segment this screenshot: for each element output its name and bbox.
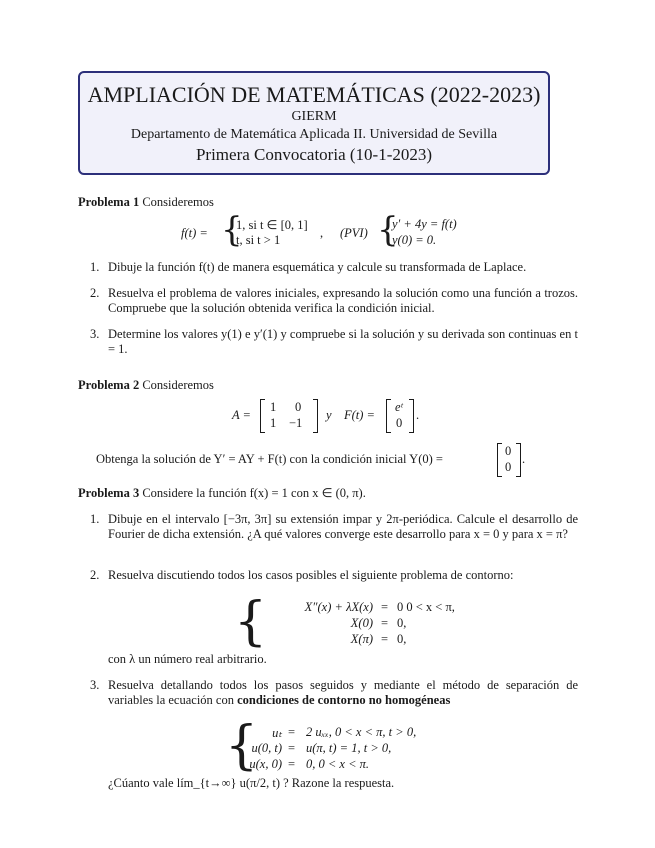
pde-lhs: u(0, t) (251, 741, 282, 755)
bvp-eq: = (381, 632, 389, 646)
matrix-a: 1 0 1 −1 (260, 399, 318, 433)
department-name: Departamento de Matemática Aplicada II. Universidad de Sevilla (130, 127, 498, 142)
bvp-eq: = (381, 600, 389, 614)
bvp-lhs: X(0) (350, 616, 373, 630)
bvp-lhs: X″(x) + λX(x) (304, 600, 373, 614)
problem-1-heading: Problema 1 Consideremos (78, 195, 214, 209)
list-item: 2. Resuelva discutiendo todos los casos posibles el siguiente problema de contorno: (90, 568, 514, 582)
left-brace: { (234, 592, 268, 652)
bvp-rhs: 0 0 < x < π, (397, 600, 455, 614)
problem-2-heading: Problema 2 Consideremos (78, 378, 214, 392)
problem-3-heading: Problema 3 Considere la función f(x) = 1 con x ∈ (0, π). (78, 486, 366, 500)
pde-rhs: u(π, t) = 1, t > 0, (306, 741, 392, 755)
left-brace: { (221, 210, 243, 250)
pde-rhs: 0, 0 < x < π. (306, 757, 370, 771)
bvp-eq: = (381, 616, 389, 630)
exam-header (78, 71, 550, 175)
bvp-rhs: 0, (397, 616, 407, 630)
pde-lhs: u(x, 0) (249, 757, 282, 771)
f-case-1: 1, si t ∈ [0, 1] (236, 218, 308, 232)
list-item: 1. Dibuje en el intervalo [−3π, 3π] su extensión impar y 2π-periódica. Calcule el desarrollo de Fourier de dicha extensión. ¿A qué valores converge este desarrollo para x = 0 y para x = π? (90, 512, 578, 541)
matrix-a-lhs: A = (232, 408, 251, 422)
limit-question: ¿Cúanto vale lím_{t→∞} u(π/2, t) ? Razone la respuesta. (108, 776, 395, 790)
exam-session: Primera Convocatoria (10-1-2023) (195, 145, 433, 164)
list-item: 1. Dibuje la función f(t) de manera esquemática y calcule su transformada de Laplace. (90, 260, 527, 274)
pvi-label: (PVI) (340, 226, 368, 240)
pde-eq: = (288, 725, 296, 739)
pde-eq: = (288, 757, 296, 771)
comma-separator: , (320, 226, 324, 240)
problem-2-task: Obtenga la solución de Y′ = AY + F(t) con la condición inicial Y(0) = (96, 452, 443, 466)
pvi-equation: y′ + 4y = f(t) (392, 217, 457, 231)
f-case-2: t, si t > 1 (236, 233, 281, 247)
bvp-lhs: X(π) (350, 632, 373, 646)
vector-f-lhs: F(t) = (344, 408, 375, 422)
pvi-initial-condition: y(0) = 0. (392, 233, 437, 247)
period: . (522, 452, 526, 466)
bvp-rhs: 0, (397, 632, 407, 646)
pde-eq: = (288, 741, 296, 755)
course-title: AMPLIACIÓN DE MATEMÁTICAS (2022-2023) (87, 82, 541, 107)
conjunction: y (326, 408, 332, 422)
pde-lhs: uₜ (272, 726, 282, 740)
list-item: 3. Determine los valores y(1) e y′(1) y compruebe si la solución y su derivada son continuas en t = 1. (90, 327, 578, 356)
bvp-parameter-note: con λ un número real arbitrario. (108, 652, 267, 666)
f-definition-lhs: f(t) = (181, 226, 208, 240)
list-item: 3. Resuelva detallando todos los pasos seguidos y mediante el método de separación de variables la ecuación con condiciones de contorno no homogéneas (90, 678, 578, 707)
period: . (416, 408, 420, 422)
program-name: GIERM (291, 109, 337, 124)
initial-vector: 0 0 (497, 443, 521, 477)
left-brace: { (377, 210, 399, 250)
pde-rhs: 2 uₓₓ, 0 < x < π, t > 0, (306, 725, 417, 739)
vector-f: eᵗ 0 (386, 399, 414, 433)
list-item: 2. Resuelva el problema de valores iniciales, expresando la solución como una función a trozos. Compruebe que la solución obtenida verifica la condición inicial. (90, 286, 578, 315)
left-brace: { (225, 716, 259, 776)
